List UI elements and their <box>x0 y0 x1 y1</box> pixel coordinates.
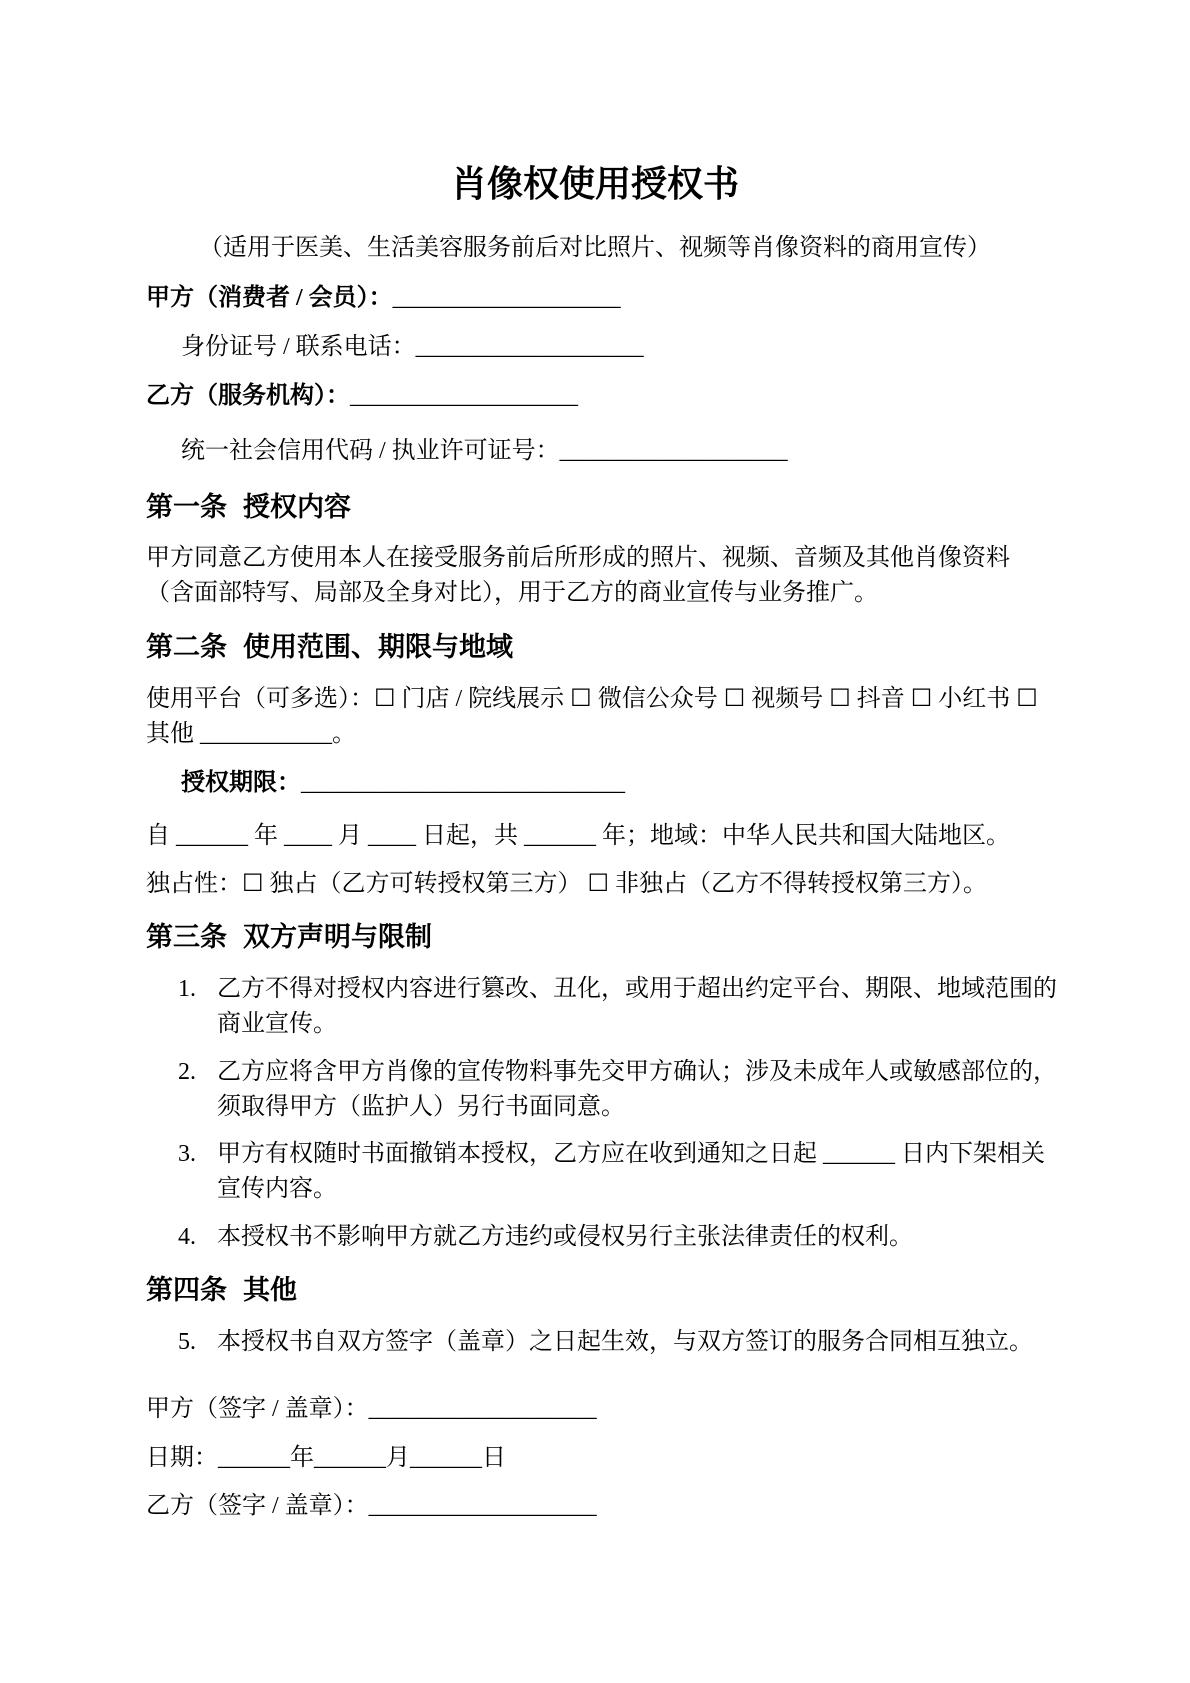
list-item-text: 乙方应将含甲方肖像的宣传物料事先交甲方确认；涉及未成年人或敏感部位的，须取得甲方（监护人）另行书面同意。 <box>217 1059 1057 1120</box>
party-b-signature-label: 乙方（签字 / 盖章）： <box>146 1493 369 1519</box>
party-b-code-line <box>181 435 788 467</box>
article-1-heading <box>146 490 351 526</box>
list-item <box>178 1137 1068 1207</box>
party-b-line <box>146 380 578 412</box>
party-a-blank: ___________________ <box>392 285 621 311</box>
article-2-period-line <box>181 767 625 799</box>
article-1-title: 授权内容 <box>243 492 351 523</box>
party-a-id-label: 身份证号 / 联系电话： <box>181 334 416 360</box>
article-4-title: 其他 <box>243 1275 297 1306</box>
list-item <box>178 972 1068 1042</box>
list-item-text: 本授权书不影响甲方就乙方违约或侵权另行主张法律责任的权利。 <box>217 1224 913 1250</box>
list-item-number: 4. <box>178 1224 196 1250</box>
signature-date-line: 日期：______年______月______日 <box>146 1445 506 1471</box>
article-2-number: 第二条 <box>146 632 227 663</box>
party-a-line <box>146 282 621 314</box>
article-1-body: 甲方同意乙方使用本人在接受服务前后所形成的照片、视频、音频及其他肖像资料（含面部特写、局部及全身对比），用于乙方的商业宣传与业务推广。 <box>146 545 1010 606</box>
list-item <box>178 1055 1068 1125</box>
list-item <box>178 1220 1068 1255</box>
list-item-text: 甲方有权随时书面撤销本授权，乙方应在收到通知之日起 ______ 日内下架相关宣传内容。 <box>217 1141 1045 1202</box>
party-a-signature-blank: ___________________ <box>368 1396 597 1422</box>
article-1-number: 第一条 <box>146 492 227 523</box>
party-b-code-label: 统一社会信用代码 / 执业许可证号： <box>181 438 560 464</box>
party-b-label: 乙方（服务机构）： <box>146 383 350 409</box>
article-2-date-line: 自 ______ 年 ____ 月 ____ 日起，共 ______ 年；地域：中华人民共和国大陆地区。 <box>146 823 1010 849</box>
document-title: 肖像权使用授权书 <box>450 164 739 205</box>
article-4-heading <box>146 1273 297 1309</box>
party-b-code-blank: ___________________ <box>559 438 788 464</box>
party-a-id-line <box>181 331 644 363</box>
article-2-exclusive-line: 独占性：☐ 独占（乙方可转授权第三方） ☐ 非独占（乙方不得转授权第三方）。 <box>146 871 988 897</box>
article-4-number: 第四条 <box>146 1275 227 1306</box>
list-item <box>178 1325 1068 1360</box>
article-2-period-blank: ___________________________ <box>301 770 625 796</box>
list-item-number: 3. <box>178 1141 196 1167</box>
party-a-id-blank: ___________________ <box>415 334 644 360</box>
list-item-text: 乙方不得对授权内容进行篡改、丑化，或用于超出约定平台、期限、地域范围的商业宣传。 <box>217 976 1057 1037</box>
party-a-signature-label: 甲方（签字 / 盖章）： <box>146 1396 369 1422</box>
article-3-heading <box>146 920 432 956</box>
party-a-label: 甲方（消费者 / 会员）： <box>146 285 393 311</box>
article-2-heading <box>146 630 513 666</box>
document-subtitle: （适用于医美、生活美容服务前后对比照片、视频等肖像资料的商用宣传） <box>199 235 991 261</box>
party-b-signature-line <box>146 1490 597 1522</box>
party-b-signature-blank: ___________________ <box>368 1493 597 1519</box>
article-3-number: 第三条 <box>146 922 227 953</box>
article-2-period-label: 授权期限： <box>181 770 301 796</box>
party-b-blank: ___________________ <box>350 383 578 409</box>
list-item-number: 2. <box>178 1059 196 1085</box>
list-item-text: 本授权书自双方签字（盖章）之日起生效，与双方签订的服务合同相互独立。 <box>217 1329 1033 1355</box>
article-2-platforms: 使用平台（可多选）：☐ 门店 / 院线展示 ☐ 微信公众号 ☐ 视频号 ☐ 抖音 ☐ 小红书 ☐ 其他 ___________。 <box>146 686 1038 747</box>
list-item-number: 1. <box>178 976 196 1002</box>
article-3-title: 双方声明与限制 <box>243 922 432 953</box>
list-item-number: 5. <box>178 1329 196 1355</box>
party-a-signature-line <box>146 1393 597 1425</box>
article-2-title: 使用范围、期限与地域 <box>243 632 513 663</box>
